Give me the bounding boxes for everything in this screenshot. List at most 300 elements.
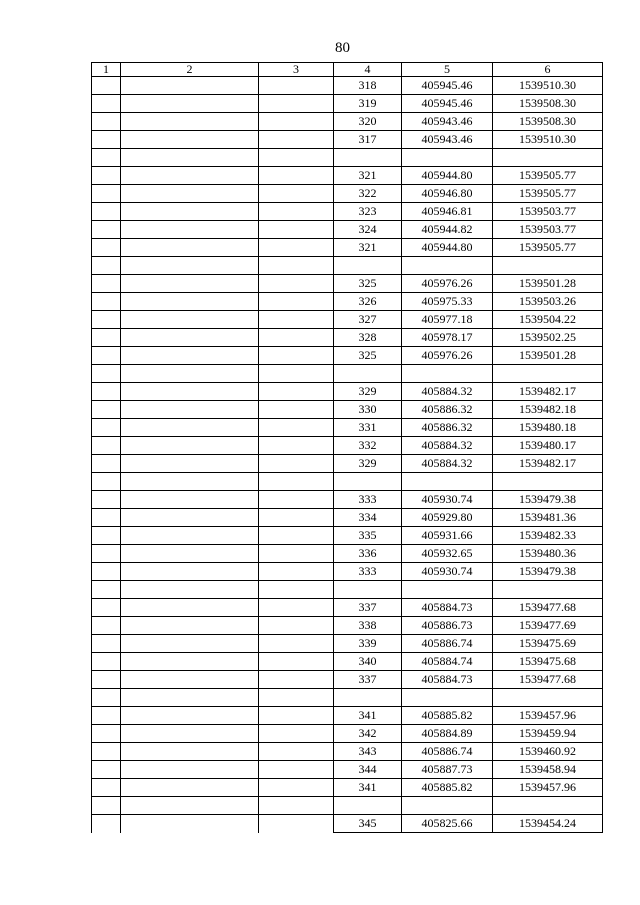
x-coordinate-cell: 405884.73 <box>402 671 493 689</box>
empty-cell-col-1 <box>92 77 121 95</box>
point-number-cell: 343 <box>334 743 402 761</box>
header-row <box>92 63 603 77</box>
empty-cell-col-2 <box>121 311 259 329</box>
column-header-6: 6 <box>493 63 603 77</box>
y-coordinate-cell: 1539479.38 <box>493 491 603 509</box>
empty-cell-col-2 <box>121 635 259 653</box>
y-coordinate-cell: 1539459.94 <box>493 725 603 743</box>
table-row <box>92 383 603 401</box>
empty-cell-col-3 <box>259 599 334 617</box>
x-coordinate-cell: 405944.82 <box>402 221 493 239</box>
y-coordinate-cell: 1539480.36 <box>493 545 603 563</box>
table-row <box>92 635 603 653</box>
empty-cell-col-3 <box>259 761 334 779</box>
point-number-cell: 329 <box>334 455 402 473</box>
x-coordinate-cell: 405884.73 <box>402 599 493 617</box>
x-coordinate-cell: 405929.80 <box>402 509 493 527</box>
y-coordinate-cell: 1539510.30 <box>493 131 603 149</box>
empty-cell-col-1 <box>92 689 121 707</box>
table-row <box>92 581 603 599</box>
x-coordinate-cell: 405886.32 <box>402 401 493 419</box>
empty-cell-col-2 <box>121 815 259 833</box>
point-number-cell: 340 <box>334 653 402 671</box>
x-coordinate-cell <box>402 149 493 167</box>
empty-cell-col-2 <box>121 761 259 779</box>
empty-cell-col-1 <box>92 167 121 185</box>
empty-cell-col-1 <box>92 509 121 527</box>
empty-cell-col-2 <box>121 599 259 617</box>
point-number-cell: 323 <box>334 203 402 221</box>
y-coordinate-cell: 1539482.17 <box>493 383 603 401</box>
empty-cell-col-1 <box>92 293 121 311</box>
y-coordinate-cell: 1539501.28 <box>493 275 603 293</box>
empty-cell-col-2 <box>121 581 259 599</box>
table-row <box>92 509 603 527</box>
empty-cell-col-1 <box>92 347 121 365</box>
point-number-cell: 331 <box>334 419 402 437</box>
y-coordinate-cell: 1539475.69 <box>493 635 603 653</box>
y-coordinate-cell: 1539503.77 <box>493 203 603 221</box>
point-number-cell <box>334 149 402 167</box>
y-coordinate-cell: 1539480.17 <box>493 437 603 455</box>
empty-cell-col-2 <box>121 239 259 257</box>
y-coordinate-cell: 1539482.33 <box>493 527 603 545</box>
empty-cell-col-2 <box>121 401 259 419</box>
point-number-cell: 318 <box>334 77 402 95</box>
y-coordinate-cell: 1539477.68 <box>493 599 603 617</box>
x-coordinate-cell: 405943.46 <box>402 131 493 149</box>
x-coordinate-cell: 405945.46 <box>402 77 493 95</box>
x-coordinate-cell <box>402 257 493 275</box>
y-coordinate-cell: 1539505.77 <box>493 185 603 203</box>
x-coordinate-cell <box>402 473 493 491</box>
empty-cell-col-2 <box>121 149 259 167</box>
x-coordinate-cell: 405884.89 <box>402 725 493 743</box>
table-row <box>92 239 603 257</box>
table-row <box>92 653 603 671</box>
empty-cell-col-1 <box>92 149 121 167</box>
point-number-cell: 333 <box>334 491 402 509</box>
point-number-cell: 336 <box>334 545 402 563</box>
empty-cell-col-2 <box>121 671 259 689</box>
x-coordinate-cell: 405945.46 <box>402 95 493 113</box>
empty-cell-col-3 <box>259 311 334 329</box>
empty-cell-col-3 <box>259 545 334 563</box>
empty-cell-col-3 <box>259 491 334 509</box>
x-coordinate-cell: 405885.82 <box>402 779 493 797</box>
y-coordinate-cell: 1539505.77 <box>493 167 603 185</box>
empty-cell-col-2 <box>121 743 259 761</box>
point-number-cell: 328 <box>334 329 402 347</box>
empty-cell-col-3 <box>259 797 334 815</box>
empty-cell-col-3 <box>259 437 334 455</box>
y-coordinate-cell: 1539482.18 <box>493 401 603 419</box>
point-number-cell: 335 <box>334 527 402 545</box>
empty-cell-col-3 <box>259 221 334 239</box>
empty-cell-col-3 <box>259 815 334 833</box>
x-coordinate-cell: 405944.80 <box>402 239 493 257</box>
y-coordinate-cell: 1539482.17 <box>493 455 603 473</box>
y-coordinate-cell <box>493 581 603 599</box>
column-header-5: 5 <box>402 63 493 77</box>
empty-cell-col-3 <box>259 113 334 131</box>
x-coordinate-cell: 405887.73 <box>402 761 493 779</box>
y-coordinate-cell: 1539481.36 <box>493 509 603 527</box>
empty-cell-col-1 <box>92 635 121 653</box>
table-row <box>92 707 603 725</box>
table-row <box>92 545 603 563</box>
empty-cell-col-3 <box>259 185 334 203</box>
y-coordinate-cell <box>493 473 603 491</box>
empty-cell-col-2 <box>121 455 259 473</box>
y-coordinate-cell: 1539508.30 <box>493 113 603 131</box>
point-number-cell <box>334 797 402 815</box>
y-coordinate-cell: 1539480.18 <box>493 419 603 437</box>
empty-cell-col-1 <box>92 797 121 815</box>
empty-cell-col-1 <box>92 761 121 779</box>
empty-cell-col-1 <box>92 725 121 743</box>
y-coordinate-cell: 1539504.22 <box>493 311 603 329</box>
point-number-cell: 338 <box>334 617 402 635</box>
table-row <box>92 401 603 419</box>
empty-cell-col-3 <box>259 563 334 581</box>
table-row <box>92 491 603 509</box>
empty-cell-col-1 <box>92 743 121 761</box>
empty-cell-col-2 <box>121 527 259 545</box>
table-row <box>92 329 603 347</box>
empty-cell-col-3 <box>259 419 334 437</box>
y-coordinate-cell <box>493 797 603 815</box>
empty-cell-col-2 <box>121 473 259 491</box>
empty-cell-col-3 <box>259 275 334 293</box>
empty-cell-col-3 <box>259 77 334 95</box>
table-row <box>92 671 603 689</box>
empty-cell-col-1 <box>92 527 121 545</box>
x-coordinate-cell <box>402 581 493 599</box>
point-number-cell: 342 <box>334 725 402 743</box>
y-coordinate-cell: 1539502.25 <box>493 329 603 347</box>
column-header-2: 2 <box>121 63 259 77</box>
y-coordinate-cell: 1539503.77 <box>493 221 603 239</box>
coordinates-table <box>91 62 603 833</box>
empty-cell-col-2 <box>121 95 259 113</box>
empty-cell-col-2 <box>121 113 259 131</box>
point-number-cell: 324 <box>334 221 402 239</box>
y-coordinate-cell: 1539460.92 <box>493 743 603 761</box>
empty-cell-col-1 <box>92 95 121 113</box>
empty-cell-col-3 <box>259 689 334 707</box>
point-number-cell <box>334 365 402 383</box>
x-coordinate-cell: 405886.73 <box>402 617 493 635</box>
empty-cell-col-2 <box>121 257 259 275</box>
point-number-cell: 341 <box>334 707 402 725</box>
empty-cell-col-1 <box>92 257 121 275</box>
y-coordinate-cell: 1539503.26 <box>493 293 603 311</box>
table-row <box>92 311 603 329</box>
empty-cell-col-2 <box>121 725 259 743</box>
empty-cell-col-3 <box>259 617 334 635</box>
empty-cell-col-3 <box>259 329 334 347</box>
point-number-cell: 329 <box>334 383 402 401</box>
x-coordinate-cell: 405931.66 <box>402 527 493 545</box>
x-coordinate-cell: 405976.26 <box>402 275 493 293</box>
empty-cell-col-2 <box>121 617 259 635</box>
point-number-cell: 326 <box>334 293 402 311</box>
empty-cell-col-2 <box>121 689 259 707</box>
y-coordinate-cell: 1539477.69 <box>493 617 603 635</box>
table-row <box>92 167 603 185</box>
x-coordinate-cell: 405884.32 <box>402 383 493 401</box>
empty-cell-col-3 <box>259 635 334 653</box>
x-coordinate-cell: 405885.82 <box>402 707 493 725</box>
empty-cell-col-3 <box>259 653 334 671</box>
column-header-4: 4 <box>334 63 402 77</box>
x-coordinate-cell: 405930.74 <box>402 491 493 509</box>
empty-cell-col-3 <box>259 95 334 113</box>
point-number-cell: 327 <box>334 311 402 329</box>
table-row <box>92 815 603 833</box>
point-number-cell <box>334 689 402 707</box>
point-number-cell: 334 <box>334 509 402 527</box>
empty-cell-col-1 <box>92 203 121 221</box>
empty-cell-col-2 <box>121 203 259 221</box>
empty-cell-col-3 <box>259 203 334 221</box>
empty-cell-col-2 <box>121 653 259 671</box>
empty-cell-col-2 <box>121 779 259 797</box>
table-row <box>92 113 603 131</box>
empty-cell-col-3 <box>259 149 334 167</box>
empty-cell-col-3 <box>259 707 334 725</box>
empty-cell-col-2 <box>121 383 259 401</box>
empty-cell-col-1 <box>92 239 121 257</box>
empty-cell-col-3 <box>259 743 334 761</box>
x-coordinate-cell: 405975.33 <box>402 293 493 311</box>
point-number-cell: 337 <box>334 599 402 617</box>
table-row <box>92 185 603 203</box>
table-row <box>92 437 603 455</box>
empty-cell-col-1 <box>92 779 121 797</box>
empty-cell-col-2 <box>121 167 259 185</box>
empty-cell-col-3 <box>259 347 334 365</box>
x-coordinate-cell: 405946.81 <box>402 203 493 221</box>
empty-cell-col-3 <box>259 527 334 545</box>
empty-cell-col-3 <box>259 779 334 797</box>
point-number-cell <box>334 257 402 275</box>
empty-cell-col-2 <box>121 437 259 455</box>
table-row <box>92 761 603 779</box>
empty-cell-col-2 <box>121 365 259 383</box>
x-coordinate-cell: 405978.17 <box>402 329 493 347</box>
empty-cell-col-2 <box>121 221 259 239</box>
empty-cell-col-1 <box>92 455 121 473</box>
empty-cell-col-3 <box>259 509 334 527</box>
table-row <box>92 689 603 707</box>
empty-cell-col-1 <box>92 815 121 833</box>
table-row <box>92 455 603 473</box>
y-coordinate-cell: 1539501.28 <box>493 347 603 365</box>
empty-cell-col-2 <box>121 185 259 203</box>
y-coordinate-cell: 1539454.24 <box>493 815 603 833</box>
y-coordinate-cell <box>493 689 603 707</box>
x-coordinate-cell: 405884.32 <box>402 455 493 473</box>
empty-cell-col-2 <box>121 329 259 347</box>
empty-cell-col-3 <box>259 293 334 311</box>
x-coordinate-cell: 405886.74 <box>402 743 493 761</box>
x-coordinate-cell: 405884.74 <box>402 653 493 671</box>
empty-cell-col-3 <box>259 473 334 491</box>
empty-cell-col-2 <box>121 545 259 563</box>
table-row <box>92 563 603 581</box>
x-coordinate-cell <box>402 797 493 815</box>
x-coordinate-cell: 405976.26 <box>402 347 493 365</box>
x-coordinate-cell: 405944.80 <box>402 167 493 185</box>
y-coordinate-cell: 1539457.96 <box>493 779 603 797</box>
point-number-cell: 344 <box>334 761 402 779</box>
empty-cell-col-1 <box>92 329 121 347</box>
empty-cell-col-1 <box>92 545 121 563</box>
empty-cell-col-3 <box>259 365 334 383</box>
empty-cell-col-2 <box>121 563 259 581</box>
table-row <box>92 797 603 815</box>
empty-cell-col-1 <box>92 419 121 437</box>
x-coordinate-cell: 405930.74 <box>402 563 493 581</box>
y-coordinate-cell: 1539510.30 <box>493 77 603 95</box>
table-row <box>92 131 603 149</box>
table-row <box>92 779 603 797</box>
x-coordinate-cell: 405825.66 <box>402 815 493 833</box>
empty-cell-col-2 <box>121 797 259 815</box>
point-number-cell: 321 <box>334 239 402 257</box>
point-number-cell <box>334 581 402 599</box>
empty-cell-col-1 <box>92 473 121 491</box>
empty-cell-col-2 <box>121 77 259 95</box>
empty-cell-col-1 <box>92 311 121 329</box>
column-header-1: 1 <box>92 63 121 77</box>
table-row <box>92 347 603 365</box>
table-row <box>92 527 603 545</box>
empty-cell-col-1 <box>92 401 121 419</box>
point-number-cell: 319 <box>334 95 402 113</box>
empty-cell-col-2 <box>121 347 259 365</box>
table-row <box>92 473 603 491</box>
point-number-cell: 333 <box>334 563 402 581</box>
x-coordinate-cell: 405946.80 <box>402 185 493 203</box>
table-row <box>92 599 603 617</box>
empty-cell-col-1 <box>92 131 121 149</box>
empty-cell-col-2 <box>121 293 259 311</box>
table-row <box>92 221 603 239</box>
table-body <box>92 77 603 833</box>
point-number-cell: 322 <box>334 185 402 203</box>
empty-cell-col-2 <box>121 275 259 293</box>
empty-cell-col-3 <box>259 383 334 401</box>
empty-cell-col-3 <box>259 725 334 743</box>
table-row <box>92 257 603 275</box>
point-number-cell <box>334 473 402 491</box>
y-coordinate-cell: 1539457.96 <box>493 707 603 725</box>
empty-cell-col-3 <box>259 581 334 599</box>
empty-cell-col-3 <box>259 671 334 689</box>
table-row <box>92 95 603 113</box>
y-coordinate-cell: 1539477.68 <box>493 671 603 689</box>
y-coordinate-cell: 1539505.77 <box>493 239 603 257</box>
empty-cell-col-1 <box>92 221 121 239</box>
empty-cell-col-1 <box>92 653 121 671</box>
x-coordinate-cell: 405977.18 <box>402 311 493 329</box>
point-number-cell: 325 <box>334 275 402 293</box>
empty-cell-col-1 <box>92 581 121 599</box>
empty-cell-col-3 <box>259 167 334 185</box>
table-row <box>92 419 603 437</box>
y-coordinate-cell <box>493 149 603 167</box>
point-number-cell: 332 <box>334 437 402 455</box>
empty-cell-col-2 <box>121 509 259 527</box>
table-row <box>92 365 603 383</box>
column-header-3: 3 <box>259 63 334 77</box>
table-row <box>92 293 603 311</box>
point-number-cell: 341 <box>334 779 402 797</box>
table-row <box>92 275 603 293</box>
empty-cell-col-1 <box>92 707 121 725</box>
empty-cell-col-1 <box>92 437 121 455</box>
empty-cell-col-3 <box>259 239 334 257</box>
x-coordinate-cell: 405943.46 <box>402 113 493 131</box>
table-row <box>92 77 603 95</box>
point-number-cell: 339 <box>334 635 402 653</box>
empty-cell-col-1 <box>92 617 121 635</box>
x-coordinate-cell <box>402 689 493 707</box>
empty-cell-col-1 <box>92 563 121 581</box>
empty-cell-col-2 <box>121 491 259 509</box>
x-coordinate-cell <box>402 365 493 383</box>
page-number: 80 <box>335 40 350 56</box>
empty-cell-col-2 <box>121 131 259 149</box>
y-coordinate-cell <box>493 365 603 383</box>
y-coordinate-cell: 1539479.38 <box>493 563 603 581</box>
empty-cell-col-1 <box>92 383 121 401</box>
y-coordinate-cell: 1539458.94 <box>493 761 603 779</box>
x-coordinate-cell: 405886.32 <box>402 419 493 437</box>
empty-cell-col-1 <box>92 113 121 131</box>
point-number-cell: 317 <box>334 131 402 149</box>
table-row <box>92 617 603 635</box>
table-row <box>92 725 603 743</box>
x-coordinate-cell: 405884.32 <box>402 437 493 455</box>
empty-cell-col-1 <box>92 185 121 203</box>
empty-cell-col-1 <box>92 671 121 689</box>
empty-cell-col-1 <box>92 365 121 383</box>
point-number-cell: 321 <box>334 167 402 185</box>
y-coordinate-cell <box>493 257 603 275</box>
empty-cell-col-1 <box>92 491 121 509</box>
point-number-cell: 320 <box>334 113 402 131</box>
empty-cell-col-3 <box>259 131 334 149</box>
empty-cell-col-2 <box>121 419 259 437</box>
empty-cell-col-3 <box>259 455 334 473</box>
empty-cell-col-3 <box>259 401 334 419</box>
point-number-cell: 325 <box>334 347 402 365</box>
empty-cell-col-1 <box>92 275 121 293</box>
empty-cell-col-2 <box>121 707 259 725</box>
table-row <box>92 203 603 221</box>
empty-cell-col-3 <box>259 257 334 275</box>
point-number-cell: 330 <box>334 401 402 419</box>
y-coordinate-cell: 1539508.30 <box>493 95 603 113</box>
x-coordinate-cell: 405932.65 <box>402 545 493 563</box>
point-number-cell: 337 <box>334 671 402 689</box>
table-row <box>92 149 603 167</box>
empty-cell-col-1 <box>92 599 121 617</box>
